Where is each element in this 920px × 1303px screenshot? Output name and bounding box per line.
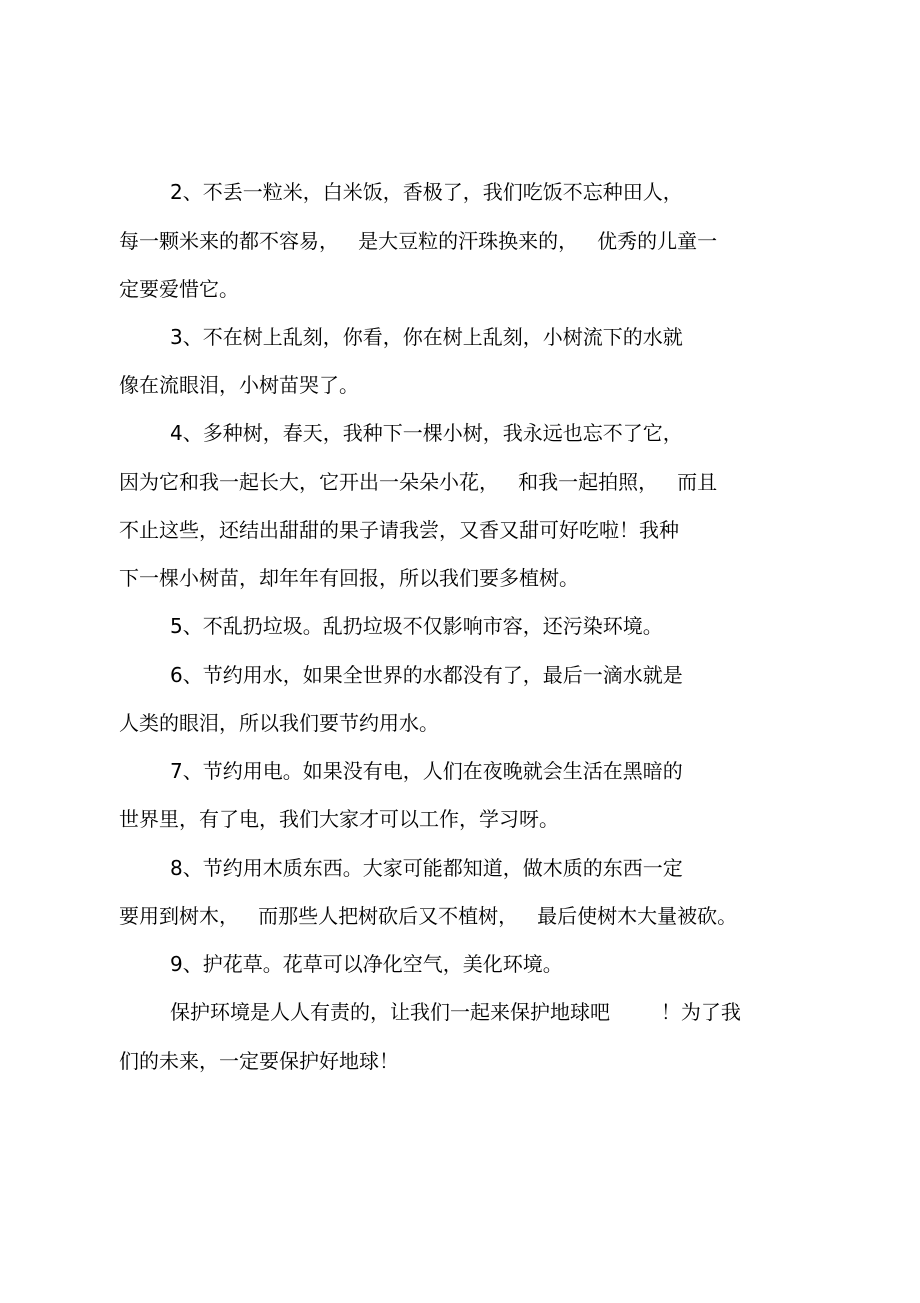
text-line-item-3: 3、不在树上乱刻，你看，你在树上乱刻，小树流下的水就 bbox=[170, 325, 683, 349]
text-line-item-7-cont-1: 世界里，有了电，我们大家才可以工作，学习呀。 bbox=[119, 807, 559, 831]
text-line-conclusion-cont: 们的未来，一定要保护好地球！ bbox=[119, 1049, 399, 1073]
text-line-item-8-cont-1: 要用到树木， 而那些人把树砍后又不植树， 最后使树木大量被砍。 bbox=[119, 904, 738, 928]
text-line-item-4-cont-2: 不止这些，还结出甜甜的果子请我尝，又香又甜可好吃啦！我种 bbox=[119, 518, 679, 542]
text-line-item-3-cont-1: 像在流眼泪，小树苗哭了。 bbox=[119, 373, 359, 397]
text-line-conclusion: 保护环境是人人有责的，让我们一起来保护地球吧 ！为了我 bbox=[170, 1000, 741, 1024]
text-line-item-6-cont-1: 人类的眼泪，所以我们要节约用水。 bbox=[119, 711, 439, 735]
text-line-item-9: 9、护花草。花草可以净化空气，美化环境。 bbox=[170, 952, 563, 976]
text-line-item-2-cont-2: 定要爱惜它。 bbox=[119, 277, 239, 301]
text-line-item-4-cont-3: 下一棵小树苗，却年年有回报，所以我们要多植树。 bbox=[119, 566, 579, 590]
text-line-item-6: 6、节约用水，如果全世界的水都没有了，最后一滴水就是 bbox=[170, 663, 683, 687]
text-line-item-2: 2、不丢一粒米，白米饭，香极了，我们吃饭不忘种田人， bbox=[170, 180, 683, 204]
text-line-item-8: 8、节约用木质东西。大家可能都知道，做木质的东西一定 bbox=[170, 856, 683, 880]
text-line-item-7: 7、节约用电。如果没有电，人们在夜晚就会生活在黑暗的 bbox=[170, 759, 683, 783]
text-line-item-4-cont-1: 因为它和我一起长大，它开出一朵朵小花， 和我一起拍照， 而且 bbox=[119, 470, 718, 494]
text-line-item-4: 4、多种树，春天，我种下一棵小树，我永远也忘不了它， bbox=[170, 421, 683, 445]
text-line-item-5: 5、不乱扔垃圾。乱扔垃圾不仅影响市容，还污染环境。 bbox=[170, 614, 663, 638]
text-line-item-2-cont-1: 每一颗米来的都不容易， 是大豆粒的汗珠换来的， 优秀的儿童一 bbox=[119, 229, 718, 253]
